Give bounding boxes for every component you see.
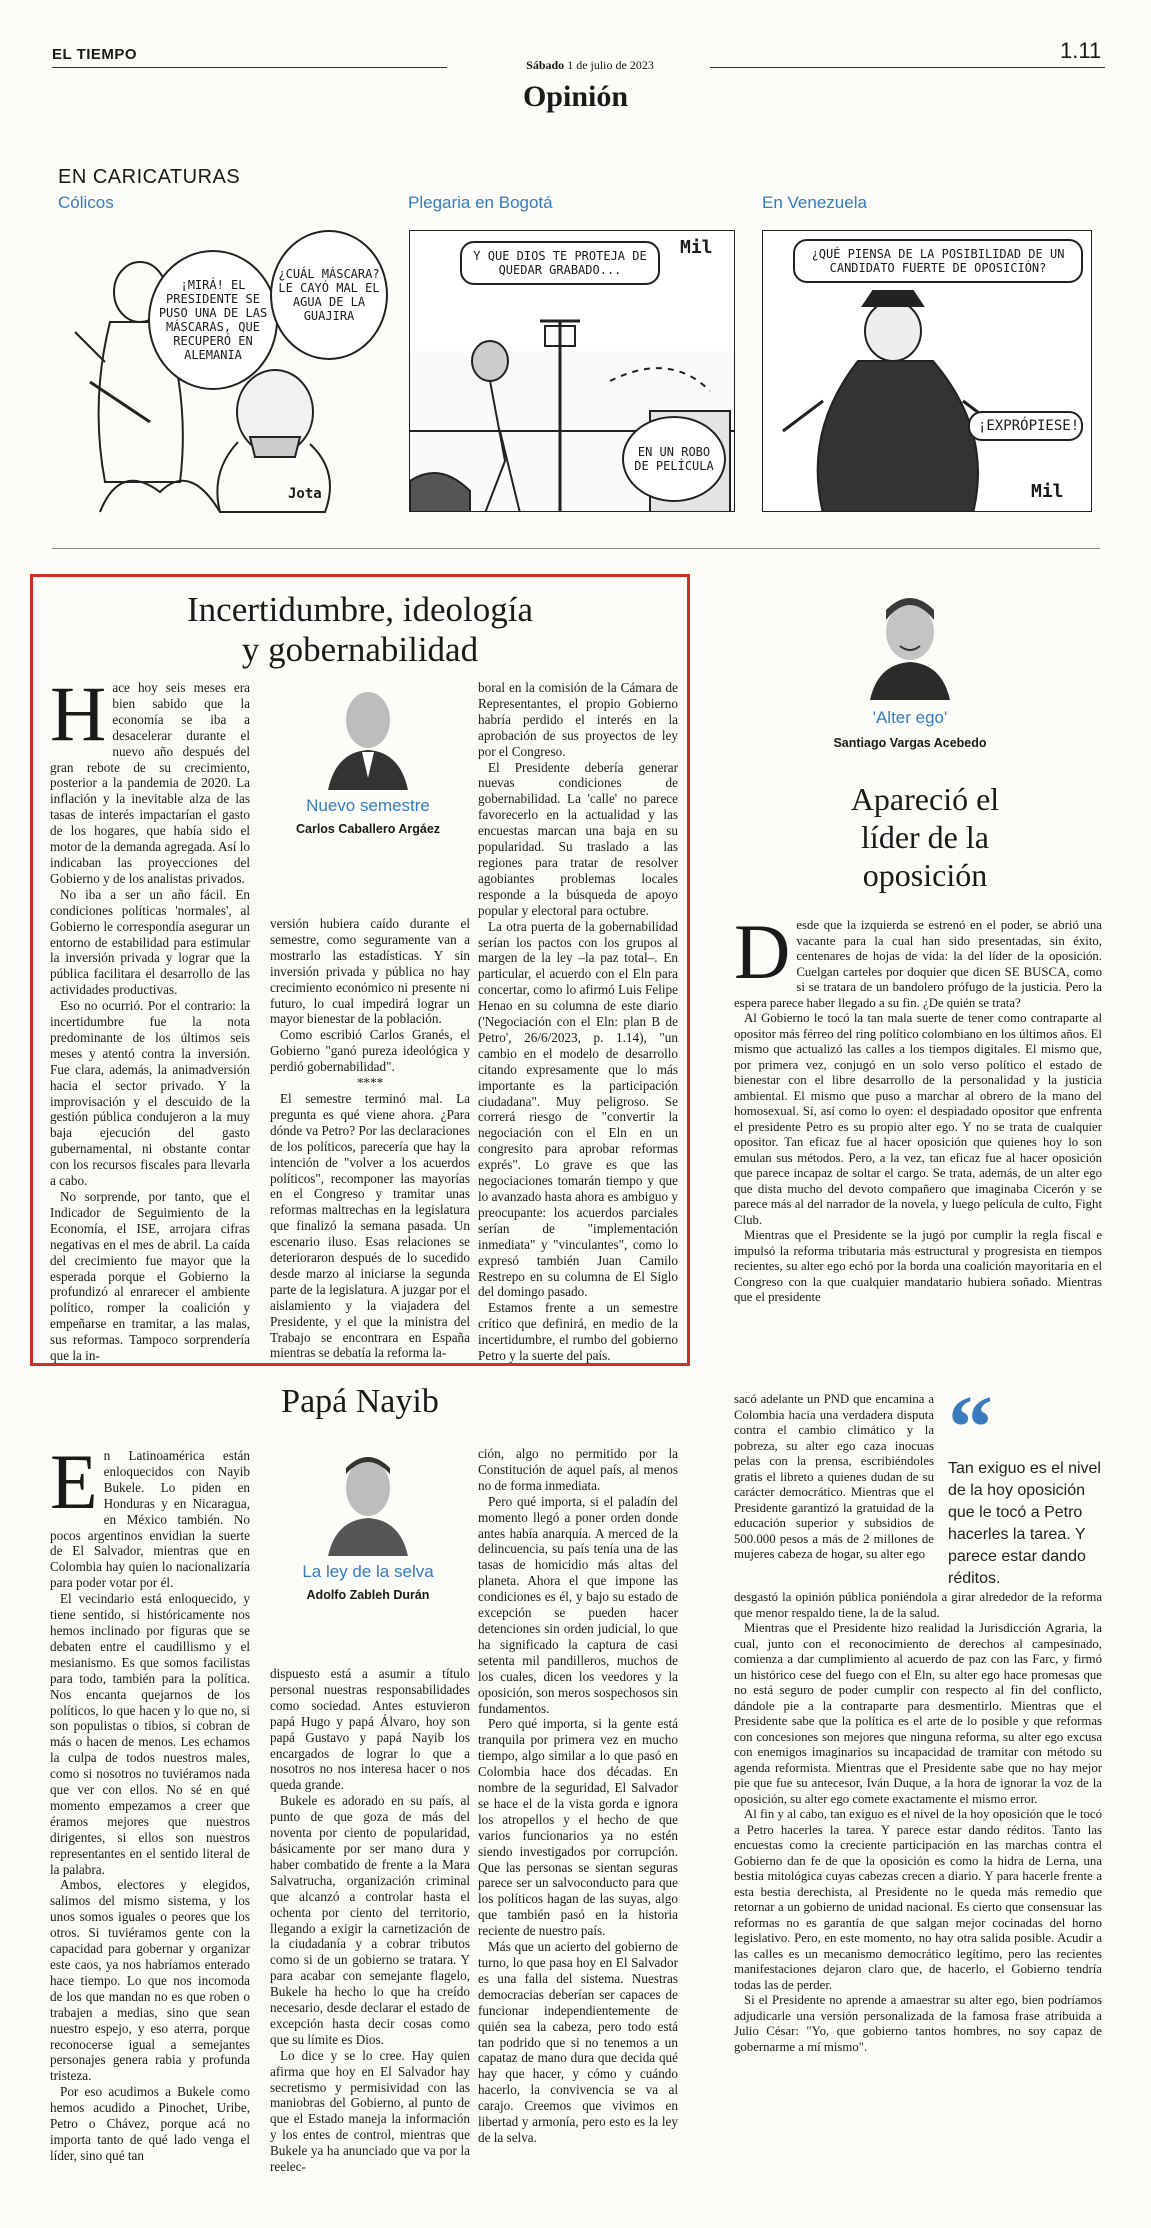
article-1-author: Carlos Caballero Argáez [295,822,441,836]
article-1-column-label: Nuevo semestre [306,796,430,815]
article-2-paragraph: Por eso acudimos a Bukele como hemos acudido a Pinochet, Uribe, Petro o Chávez, porque acá no importa tanto de qué lado venga el líder, sino qué tan [50,2084,250,2163]
masthead-logo: EL TIEMPO [52,46,138,63]
pullquote-text: Tan exiguo es el nivel de la hoy oposición que le tocó a Petro hacerles la tarea. Y parece estar dando réditos. [948,1460,1101,1587]
article-2-dropcap: E [50,1438,98,1525]
cartoon-caption-2: Plegaria en Bogotá [408,193,553,212]
article-3-column-label: 'Alter ego' [872,708,948,727]
article-3-headline-line-2: líder de la [861,819,989,855]
issue-date [470,58,710,73]
article-2-column-1 [50,1438,250,2164]
article-1-byline [262,680,474,836]
article-2-paragraph: Lo dice y se lo cree. Hay quien afirma que hoy en El Salvador hay secretismo y permisividad con las maniobras del Gobierno, al punto de que el Estado maneja la información y los entes de control, mientras que Bukele ya ha anunciado que va por la reelec- [270,2047,470,2175]
article-2-paragraph: Más que un acierto del gobierno de turno, lo que pasa hoy en El Salvador es una falla del sistema. Nuestras democracias deberían ser capaces de funcionar independientemente de quién sea la cabeza, pero todo está tan podrido que si no tenemos a un capataz de mano dura que decida qué hay que hacer, y cómo y cuándo hacerlo, la convivencia se va al carajo. Creemos que vivimos en libertad y armonía, pero esto es la ley de la selva. [478,1939,678,2145]
section-title: Opinión [522,80,629,113]
article-3-headline [740,780,1110,894]
portrait-illustration [320,680,416,790]
cartoons-heading: EN CARICATURAS [58,166,241,188]
article-1-dropcap: H [50,670,107,757]
article-2-paragraph: El vecindario está enloquecido, y tiene sentido, si históricamente nos hemos inclinado por figuras que se debaten entre el caudillismo y el mesianismo. Es que somos facilistas para todo, también para la política. Nos encanta quejarnos de los políticos, lo que hacen y lo que no, si son populistas o tibios, si cobran de más o hacen de menos. Les echamos la culpa de todos nuestros males, como si nosotros no tuviéramos nada que ver con ellos. No sé en qué momento empezamos a creer que éramos mejores que nuestros dirigentes, si ellos son nuestros representantes en el sentido literal de la palabra. [50,1591,250,1877]
date-rest: 1 de julio de 2023 [567,58,654,72]
article-2-author: Adolfo Zableh Durán [306,1588,430,1602]
cartoon-3 [762,230,1092,512]
cartoon-3-speech-bubble-top: ¿QUÉ PIENSA DE LA POSIBILIDAD DE UN CANDIDATO FUERTE DE OPOSICIÓN? [793,239,1083,283]
article-2-paragraph: n Latinoamérica están enloquecidos con Nayib Bukele. Lo piden en Honduras y en Nicaragua, en México también. No pocos argentinos envidian la suerte de El Salvador, mientras que en Colombia hay quien lo nacionalizaría para poder votar por él. [50,1448,250,1591]
article-3-body-bottom [734,1590,1102,2055]
cartoon-1-speech-bubble-right: ¿CUÁL MÁSCARA? LE CAYÓ MAL EL AGUA DE LA GUAJIRA [270,230,388,360]
cartoon-2-signature: Mil [680,237,713,258]
article-3-paragraph: Mientras que el Presidente se la jugó por cumplir la regla fiscal e impulsó la reforma tributaria más estructural y progresista en tiempos recientes, su alter ego echó por la borda una coalición mayoritaria en el Congreso con la que cualquier mandatario hubiera soñado. Mientras que el presidente [734,1228,1102,1304]
article-2-byline [262,1446,474,1602]
author-portrait [862,590,958,700]
article-1-paragraph: La otra puerta de la gobernabilidad serían los pactos con los grupos al margen de la ley –la paz total–. En particular, el acuerdo con el Eln para concertar, como lo afirmó Luis Felipe Henao en su columna de este diario ('Negociación con el Eln: plan B de Petro', 26/6/2023, p. 1.14), "un cambio en el modelo de desarrollo citando expresamente que lo más importante es la participación ciudadana". Muy peligroso. Se correrá riesgo de "convertir la negociación con el Eln en un congresito para aprobar reformas exprés". Lo grave es que las negociaciones tomarán tiempo y que lo avanzado hasta ahora es ambiguo y preocupante: los acuerdos parciales serían de "implementación inmediata" y "vinculantes", como lo expresó también Juan Camilo Restrepo en su columna de El Siglo del domingo pasado. [478,918,678,1300]
cartoon-section-rule [52,548,1100,549]
article-3-paragraph: Al fin y al cabo, tan exiguo es el nivel de la hoy oposición que le tocó a Petro hacerles la tarea. Y parece estar dando réditos. Tanto las encuestas como la creciente participación en las marchas contra el Gobierno dan fe de que la oposición es como la hidra de Lerna, una bestia mitológica cuyas cabezas crecen a diario. Y para hacerle frente a esta bestia derechista, al Presidente no le queda más remedio que retornar a un gobierno de unidad nacional. Es cierto que consensuar las reformas no es garantía de que salgan mejor cocinadas del horno legislativo. Pero, en este momento, no hay otra salida posible. Acudir a las calles es un mecanismo democrático legítimo, pero las recientes manifestaciones dejaron claro que, de hacerlo, el Gobierno tendría todas las de perder. [734,1807,1102,1992]
article-1-paragraph: El Presidente debería generar nuevas condiciones de gobernabilidad. La 'calle' no parece favorecerlo en la actualidad y las encuestas marcan una baja en su popularidad. Su traslado a las regiones para tratar de resolver agobiantes problemas locales responde a la búsqueda de apoyo popular y electoral para octubre. [478,759,678,918]
article-3-dropcap: D [734,908,791,995]
author-portrait [320,1446,416,1556]
cartoon-1-speech-bubble-left: ¡MIRÁ! EL PRESIDENTE SE PUSO UNA DE LAS MÁSCARAS, QUE RECUPERÓ EN ALEMANIA [148,250,278,390]
article-1-headline [40,590,680,670]
article-1-headline-line-2: y gobernabilidad [241,630,479,669]
article-1-headline-line-1: Incertidumbre, ideología [187,590,533,629]
portrait-illustration [320,1446,416,1556]
header-rule-left [52,67,447,68]
date-day: Sábado [526,58,565,72]
article-1-column-3 [478,680,678,1364]
page-number: 1.11 [1060,38,1102,63]
article-3-author: Santiago Vargas Acebedo [833,736,987,750]
article-1-paragraph: versión hubiera caído durante el semestre, como seguramente van a mostrarlo las estadísticas. Y sin inversión privada y pública no hay crecimiento económico ni presente ni futuro, lo cual impedirá lograr un mayor bienestar de la población. [270,916,470,1027]
article-1-paragraph: boral en la comisión de la Cámara de Representantes, el propio Gobierno habría perdido el interés en la aprobación de sus proyectos de ley por el Congreso. [478,680,678,759]
article-1-separator: **** [356,1075,384,1091]
article-2-column-3 [478,1446,678,2146]
article-3-paragraph: desgastó la opinión pública poniéndola a girar alrededor de la reforma que menor respaldo tiene, la de la salud. [734,1590,1102,1620]
article-2-paragraph: Ambos, electores y elegidos, salimos del mismo sistema, y los unos somos iguales o peores que los otros. Si tuviéramos gente con la capacidad para gobernar y organizar este caos, ya nos habríamos enterado hace tiempo. Lo que nos incomoda de los que mandan no es que roben o trabajen a medias, sino que sean nuestro espejo, y eso aterra, porque reconocerse igual a semejantes personajes genera rabia y profunda tristeza. [50,1877,250,2084]
article-3-body-top [734,908,1102,1306]
article-3-headline-line-1: Apareció el [850,781,1000,817]
article-2-paragraph: Bukele es adorado en su país, al punto de que goza de más del noventa por ciento de popularidad, básicamente por ser mano dura y haber combatido de frente a la Mara Salvatrucha, organización criminal que alcanzó a controlar hasta el ochenta por ciento del territorio, llegando a exigir la carnetización de la ciudadanía y a cobrar tributos como si de un gobierno se tratara. Y para acabar con semejante flagelo, Bukele ha hecho lo que ha creído necesario, desde declarar el estado de excepción hasta decir cosas como que su límite es Dios. [270,1793,470,2047]
cartoon-3-signature: Mil [1031,481,1064,502]
article-3-paragraph: Al Gobierno le tocó la tan mala suerte de tener como contraparte al opositor más férreo del ring político colombiano en los últimos años. El mismo que actualizó las calles a los tiempos digitales. El mismo que, por primera vez, conjugó en un solo verso político el estado de bienestar con el libre desarrollo de la personalidad y la justicia ambiental. El mismo que puso a marchar al obrero de la mano del homosexual. Sí, así como lo oyen: el despiadado opositor que enfrenta el presidente Petro es su propio alter ego. Y no se trata de cualquier opositor. Tan eficaz fue al hacer oposición que quienes hoy lo son emulan sus métodos. Pero, a la vez, tan eficaz fue al hacer oposición que parece incapaz de soltar el cargo. Se trata, además, de un alter ego que dista mucho del devoto compañero que imaginaba Cicerón y se parece más al del narrador de la novela, y luego película de culto, Fight Club. [734,1011,1102,1227]
portrait-illustration [862,590,958,700]
article-2-column-label: La ley de la selva [302,1562,434,1581]
article-3-body-narrow [734,1392,934,1563]
author-portrait [320,680,416,790]
article-1-paragraph: ace hoy seis meses era bien sabido que la economía se iba a desacelerar durante el nuevo año después del gran rebote de su crecimiento, posterior a la pandemia de 2020. La inflación y la inevitable alza de las tasas de interés impactarían el gasto de los hogares, que había sido el motor de la demanda agregada. Así lo indicaban las proyecciones del Gobierno y de los analistas privados. [50,680,250,886]
article-2-paragraph: Pero qué importa, si el paladín del momento llegó a poner orden donde antes había anarquía. A merced de la delincuencia, su país tenía una de las tasas de homicidio más altas del planeta. Ahora el que impone las condiciones es él, y bajo su estado de excepción se pueden hacer detenciones sin orden judicial, lo que ha significado la captura de casi setenta mil pandilleros, muchos de los cuales, dicen los veedores y la oposición, son meros sospechosos sin fundamentos. [478,1493,678,1716]
cartoon-2 [409,230,735,512]
quote-mark-icon: “ [948,1378,993,1477]
article-1-paragraph: No iba a ser un año fácil. En condiciones políticas 'normales', al Gobierno le correspondía asegurar un entorno de estabilidad para estimular la inversión privada y lograr que la pública facilitara el desarrollo de las actividades productivas. [50,886,250,998]
article-3-headline-line-3: oposición [862,857,988,893]
article-2-column-2 [270,1666,470,2175]
article-2-headline: Papá Nayib [281,1383,439,1420]
article-3-paragraph: esde que la izquierda se estrenó en el poder, se abrió una vacante para la cual han sido presentadas, sin éxito, centenares de hojas de vida: la del líder de la oposición. Cuelgan carteles por doquier que dicen SE BUSCA, como si se tratara de un bandolero prófugo de la justicia. Pero la espera parece haber llegado a su fin. ¿De quién se trata? [734,918,1102,1010]
cartoon-caption-1: Cólicos [58,193,114,212]
article-1-paragraph: Como escribió Carlos Granés, el Gobierno "ganó pureza ideológica y perdió gobernabilidad". [270,1027,470,1075]
article-3-byline [800,590,1020,750]
header-rule-right [710,67,1105,68]
article-1-column-2 [270,916,470,1361]
article-3-paragraph: Si el Presidente no aprende a amaestrar su alter ego, bien podríamos adjudicarle una versión personalizada de la famosa frase atribuida a Julio César: "Yo, que gobierno tantos hombres, no soy capaz de gobernarme a mí mismo". [734,1993,1102,2054]
article-2-paragraph: dispuesto está a asumir a título personal nuestras responsabilidades como sociedad. Antes estuvieron papá Hugo y papá Álvaro, hoy son papá Gustavo y papá Nayib los encargados de lograr lo que a nosotros no nos interesa hacer o nos queda grande. [270,1666,470,1793]
article-1-paragraph: No sorprende, por tanto, que el Indicador de Seguimiento de la Economía, el ISE, arrojara cifras negativas en el mes de abril. La caída del crecimiento fue mayor que la esperada porque el Gobierno la profundizó al enrarecer el ambiente político, romper la coalición y empeñarse en tramitar, a las malas, sus reformas. Tampoco sorprendería que la in- [50,1189,250,1364]
cartoon-caption-3: En Venezuela [762,193,867,212]
article-1-paragraph: Estamos frente a un semestre crítico que definirá, en medio de la incertidumbre, el rumbo del gobierno Petro y la suerte del país. [478,1300,678,1364]
cartoon-2-speech-bubble-bottom: EN UN ROBO DE PELÍCULA [622,416,726,502]
article-1-column-1 [50,670,250,1364]
article-2-paragraph: Pero qué importa, si la gente está tranquila por primera vez en mucho tiempo, algo similar a lo que pasó en Colombia hace dos décadas. En nombre de la seguridad, El Salvador se hace el de la vista gorda e ignora los atropellos y el hecho de que varios funcionarios ya no estén siendo investigados por corrupción. Que las personas se sientan seguras parece ser un salvoconducto para que los políticos hagan de las suyas, algo que también pasó en la historia reciente de nuestro país. [478,1716,678,1939]
article-2-paragraph: ción, algo no permitido por la Constitución de aquel país, al menos no de forma inmediata. [478,1446,678,1493]
article-3-paragraph: sacó adelante un PND que encamina a Colombia hacia una verdadera disputa contra el cambio climático y la pobreza, su alter ego caza inocuas pelas con la prensa, escribiéndoles gratis el libreto a quienes dudan de su carácter democrático. Mientras que el Presidente garantizó la gratuidad de la educación superior y subsidios de 500.000 pesos a más de 2 millones de mujeres cabeza de hogar, su alter ego [734,1392,934,1561]
cartoon-1-signature: Jota [288,486,322,502]
article-1-paragraph: Eso no ocurrió. Por el contrario: la incertidumbre fue la nota predominante de los últimos seis meses y atentó contra la inversión. Fue clara, además, la animadversión hacia el sector privado. Y la improvisación y el descuido de la gestión pública condujeron a la muy baja ejecución del gasto gubernamental, ni obstante contar con los recursos fiscales para llevarla a cabo. [50,998,250,1189]
article-3-paragraph: Mientras que el Presidente hizo realidad la Jurisdicción Agraria, la cual, junto con el reconocimiento de derechos al campesinado, comienza a dar cumplimiento al acuerdo de paz con las Farc, y firmó un histórico cese del fuego con el Eln, su alter ego hace promesas que no está seguro de poder cumplir con respecto al fin del conflicto, dándole pie a la contraparte para desmentirlo. Mientras que el Presidente sabe que la política es el arte de lo posible y que reformas con concesiones son mejores que ninguna reforma, su alter ego excusa con enemigos imaginarios su incapacidad de tramitar con método su agenda reformista. Mientras que el Presidente sabe que no hay mejor pie que fue su antecesor, Iván Duque, a la hora de ignorar la voz de la oposición, su alter ego comete exactamente el mismo error. [734,1621,1102,1806]
cartoon-1 [70,222,390,514]
cartoon-2-speech-bubble-top: Y QUE DIOS TE PROTEJA DE QUEDAR GRABADO... [460,241,660,285]
cartoon-3-speech-bubble-bottom: ¡EXPRÓPIESE! [968,411,1083,441]
article-3-pullquote [948,1378,1102,1590]
article-1-paragraph: El semestre terminó mal. La pregunta es qué viene ahora. ¿Para dónde va Petro? Por las declaraciones de los políticos, parecería que hay la intención de "volver a los acuerdos políticos", recomponer las mayorías en el Congreso y tramitar unas reformas maltrechas en la legislatura que finalizó la semana pasada. Un escenario iluso. Esas relaciones se deterioraron después de lo sucedido desde marzo al iniciarse la segunda parte de la legislatura. A juzgar por el aislamiento y la viajadera del Presidente, y el que la ministra del Trabajo se encontrara en España mientras se debatía la reforma la- [270,1090,470,1361]
